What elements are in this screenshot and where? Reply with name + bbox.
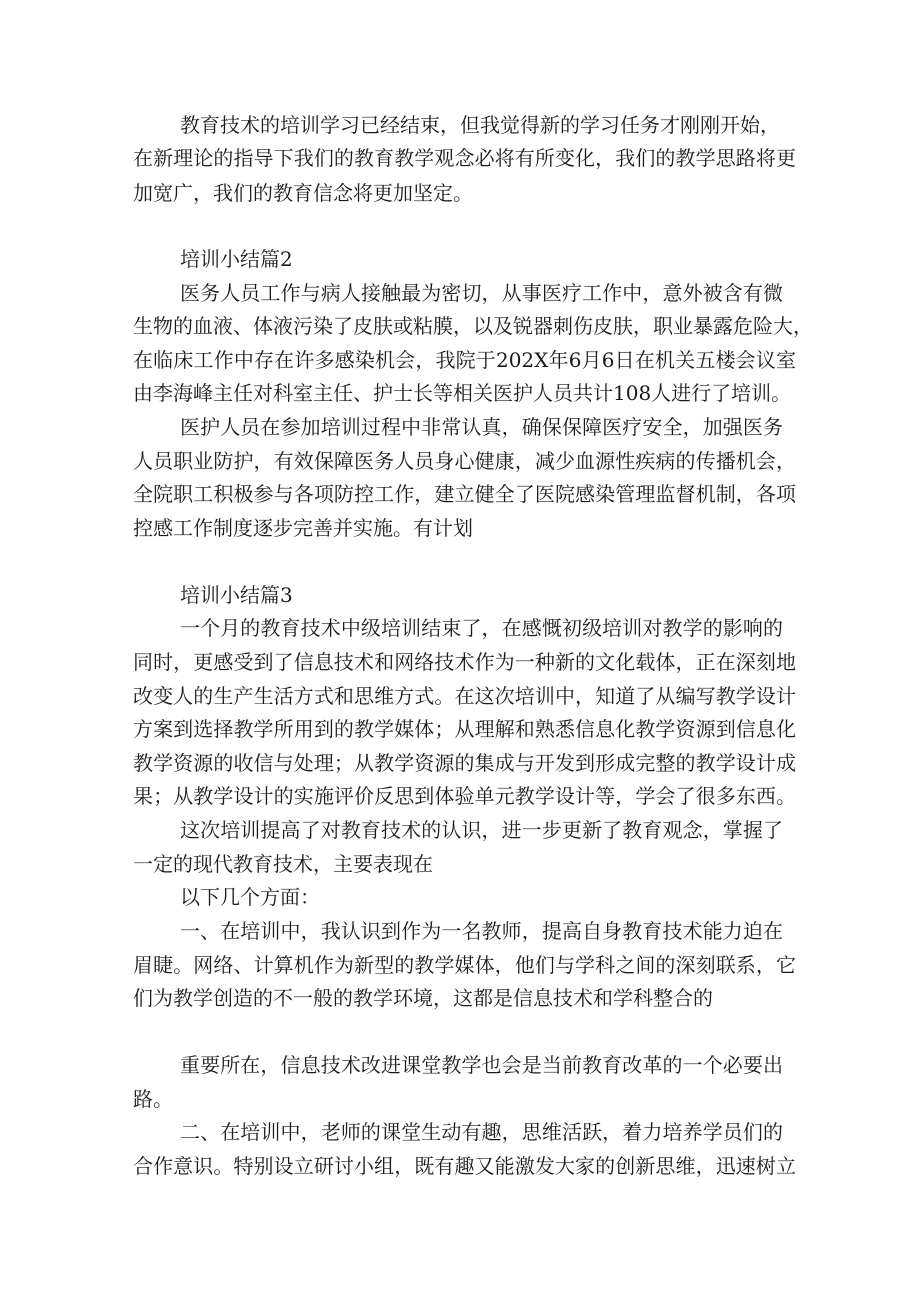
paragraph-line: 控感工作制度逐步完善并实施。有计划	[133, 516, 473, 540]
paragraph-line: 们为教学创造的不一般的教学环境，这都是信息技术和学科整合的	[133, 986, 713, 1010]
paragraph-line: 人员职业防护，有效保障医务人员身心健康，减少血源性疾病的传播机会，	[133, 449, 796, 473]
section-heading: 培训小结篇2	[180, 247, 293, 271]
paragraph-line: 一个月的教育技术中级培训结束了，在感慨初级培训对教学的影响的	[180, 616, 783, 640]
paragraph-line: 全院职工积极参与各项防控工作，建立健全了医院感染管理监督机制，各项	[133, 482, 796, 506]
paragraph-line: 这次培训提高了对教育技术的认识，进一步更新了教育观念，掌握了	[180, 818, 783, 842]
paragraph-line: 重要所在，信息技术改进课堂教学也会是当前教育改革的一个必要出	[180, 1053, 783, 1077]
paragraph-line: 教学资源的收信与处理；从教学资源的集成与开发到形成完整的教学设计成	[133, 751, 796, 775]
paragraph-line: 方案到选择教学所用到的教学媒体；从理解和熟悉信息化教学资源到信息化	[133, 717, 796, 741]
paragraph-line: 在临床工作中存在许多感染机会，我院于202X年6月6日在机关五楼会议室	[133, 348, 796, 372]
paragraph-line: 教育技术的培训学习已经结束，但我觉得新的学习任务才刚刚开始，	[180, 113, 780, 137]
paragraph-line: 一定的现代教育技术，主要表现在	[133, 852, 433, 876]
paragraph-line: 二、在培训中，老师的课堂生动有趣，思维活跃，着力培养学员们的	[180, 1120, 783, 1144]
paragraph-line: 医护人员在参加培训过程中非常认真，确保保障医疗安全，加强医务	[180, 415, 783, 439]
paragraph-line: 改变人的生产生活方式和思维方式。在这次培训中，知道了从编写教学设计	[133, 684, 796, 708]
paragraph-line: 合作意识。特别设立研讨小组，既有趣又能激发大家的创新思维，迅速树立	[133, 1154, 796, 1178]
paragraph-line: 同时，更感受到了信息技术和网络技术作为一种新的文化载体，正在深刻地	[133, 650, 796, 674]
paragraph-line: 加宽广，我们的教育信念将更加坚定。	[133, 181, 473, 205]
paragraph-line: 一、在培训中，我认识到作为一名教师，提高自身教育技术能力迫在	[180, 919, 783, 943]
paragraph-line: 以下几个方面：	[180, 885, 320, 909]
paragraph-line: 医务人员工作与病人接触最为密切，从事医疗工作中，意外被含有微	[180, 281, 783, 305]
paragraph-line: 在新理论的指导下我们的教育教学观念必将有所变化，我们的教学思路将更	[133, 146, 796, 170]
paragraph-line: 眉睫。网络、计算机作为新型的教学媒体，他们与学科之间的深刻联系，它	[133, 953, 796, 977]
paragraph-line: 生物的血液、体液污染了皮肤或粘膜，以及锐器刺伤皮肤，职业暴露危险大，	[133, 314, 813, 338]
section-heading: 培训小结篇3	[180, 583, 293, 607]
paragraph-line: 由李海峰主任对科室主任、护士长等相关医护人员共计108人进行了培训。	[133, 381, 792, 405]
paragraph-line: 路。	[133, 1087, 173, 1111]
paragraph-line: 果；从教学设计的实施评价反思到体验单元教学设计等，学会了很多东西。	[133, 784, 796, 808]
